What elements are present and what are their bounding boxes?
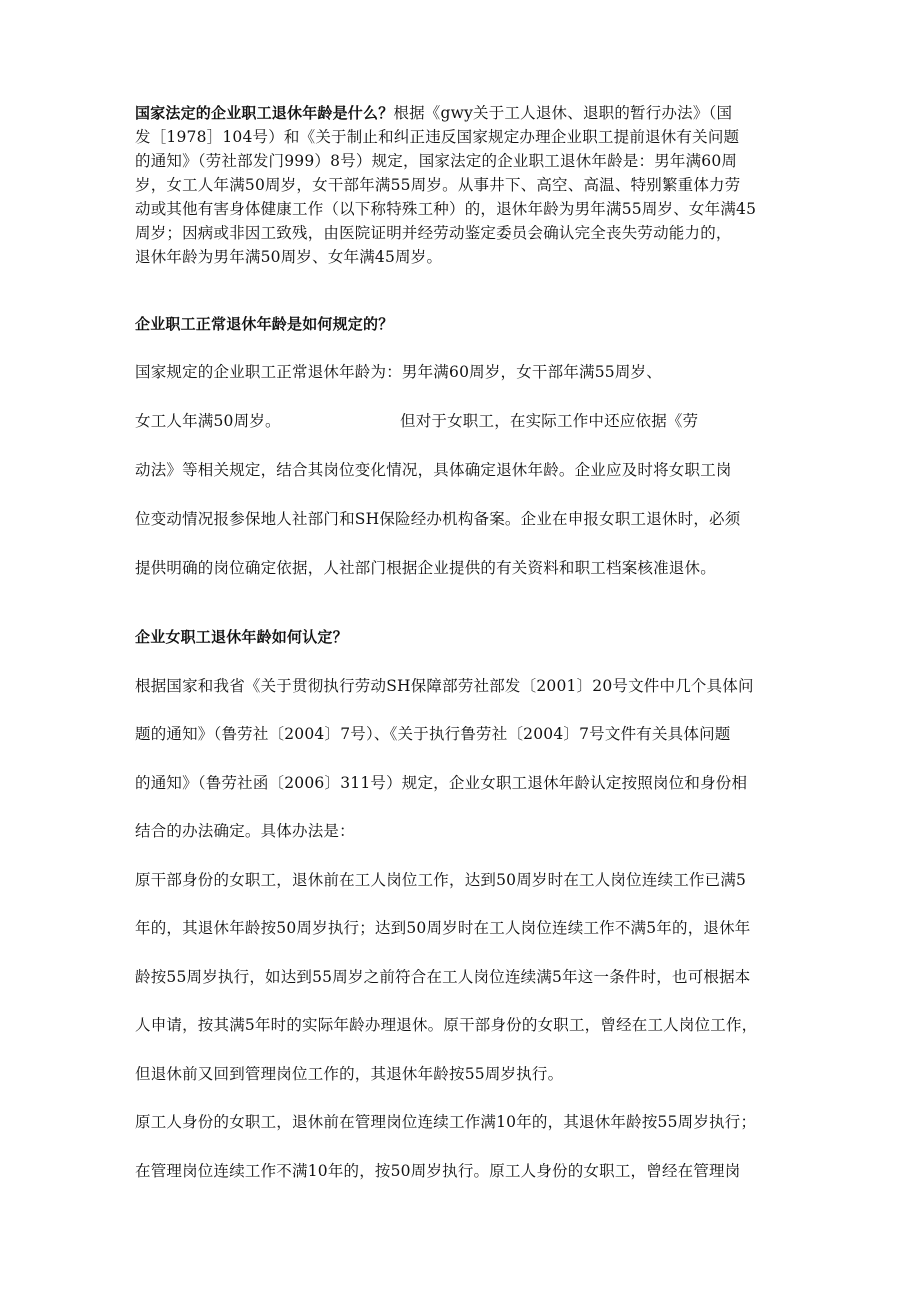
section2-line3: 动法》等相关规定，结合其岗位变化情况，具体确定退休年龄。企业应及时将女职工岗 bbox=[135, 461, 732, 479]
section1-line2: 发［1978］104号）和《关于制止和纠正违反国家规定办理企业职工提前退休有关问题 bbox=[135, 128, 740, 146]
section2-line2b: 但对于女职工，在实际工作中还应依据《劳 bbox=[400, 412, 699, 430]
section2-line5: 提供明确的岗位确定依据，人社部门根据企业提供的有关资料和职工档案核准退休。 bbox=[135, 559, 716, 577]
section2-title: 企业职工正常退休年龄是如何规定的？ bbox=[135, 315, 394, 333]
section1-line7: 退休年龄为男年满50周岁、女年满45周岁。 bbox=[135, 248, 443, 266]
section3-p3-line2: 在管理岗位连续工作不满10年的，按50周岁执行。原工人身份的女职工，曾经在管理岗 bbox=[135, 1162, 741, 1180]
section3-p1-line1: 根据国家和我省《关于贯彻执行劳动SH保障部劳社部发〔2001〕20号文件中几个具体问 bbox=[135, 677, 754, 695]
section3-p1-line4: 结合的办法确定。具体办法是： bbox=[135, 822, 355, 840]
section1-line6: 周岁；因病或非因工致残，由医院证明并经劳动鉴定委员会确认完全丧失劳动能力的， bbox=[135, 224, 732, 242]
section3-p1-line3: 的通知》（鲁劳社函〔2006〕311号）规定，企业女职工退休年龄认定按照岗位和身份相 bbox=[135, 774, 748, 792]
section3-title: 企业女职工退休年龄如何认定？ bbox=[135, 628, 348, 646]
section1-line3: 的通知》（劳社部发门999）8号）规定，国家法定的企业职工退休年龄是：男年满60周 bbox=[135, 152, 738, 170]
section3-p3-line1: 原工人身份的女职工，退休前在管理岗位连续工作满10年的，其退休年龄按55周岁执行； bbox=[135, 1113, 757, 1131]
section1-line1-text: 根据《gwy关于工人退休、退职的暂行办法》（国 bbox=[393, 104, 733, 122]
section2-line2a: 女工人年满50周岁。 bbox=[135, 412, 281, 430]
section3-p1-line2: 题的通知》（鲁劳社〔2004〕7号）、《关于执行鲁劳社〔2004〕7号文件有关具体问题 bbox=[135, 725, 731, 743]
section2-line4: 位变动情况报参保地人社部门和SH保险经办机构备案。企业在申报女职工退休时，必须 bbox=[135, 510, 741, 528]
section3-p2-line2: 年的，其退休年龄按50周岁执行；达到50周岁时在工人岗位连续工作不满5年的，退休年 bbox=[135, 919, 751, 937]
section3-p2-line1: 原干部身份的女职工，退休前在工人岗位工作，达到50周岁时在工人岗位连续工作已满5 bbox=[135, 871, 747, 889]
section1-line4: 岁，女工人年满50周岁，女干部年满55周岁。从事井下、高空、高温、特别繁重体力劳 bbox=[135, 176, 741, 194]
section2-line1: 国家规定的企业职工正常退休年龄为：男年满60周岁，女干部年满55周岁、 bbox=[135, 363, 662, 381]
section3-p2-line3: 龄按55周岁执行，如达到55周岁之前符合在工人岗位连续满5年这一条件时，也可根据本 bbox=[135, 968, 751, 986]
section3-p2-line5: 但退休前又回到管理岗位工作的，其退休年龄按55周岁执行。 bbox=[135, 1065, 564, 1083]
section1-line5: 动或其他有害身体健康工作（以下称特殊工种）的，退休年龄为男年满55周岁、女年满45 bbox=[135, 200, 757, 218]
section1-title: 国家法定的企业职工退休年龄是什么？ bbox=[135, 104, 394, 122]
section3-p2-line4: 人申请，按其满5年时的实际年龄办理退休。原干部身份的女职工，曾经在工人岗位工作， bbox=[135, 1016, 758, 1034]
section1-line1 bbox=[135, 102, 732, 124]
